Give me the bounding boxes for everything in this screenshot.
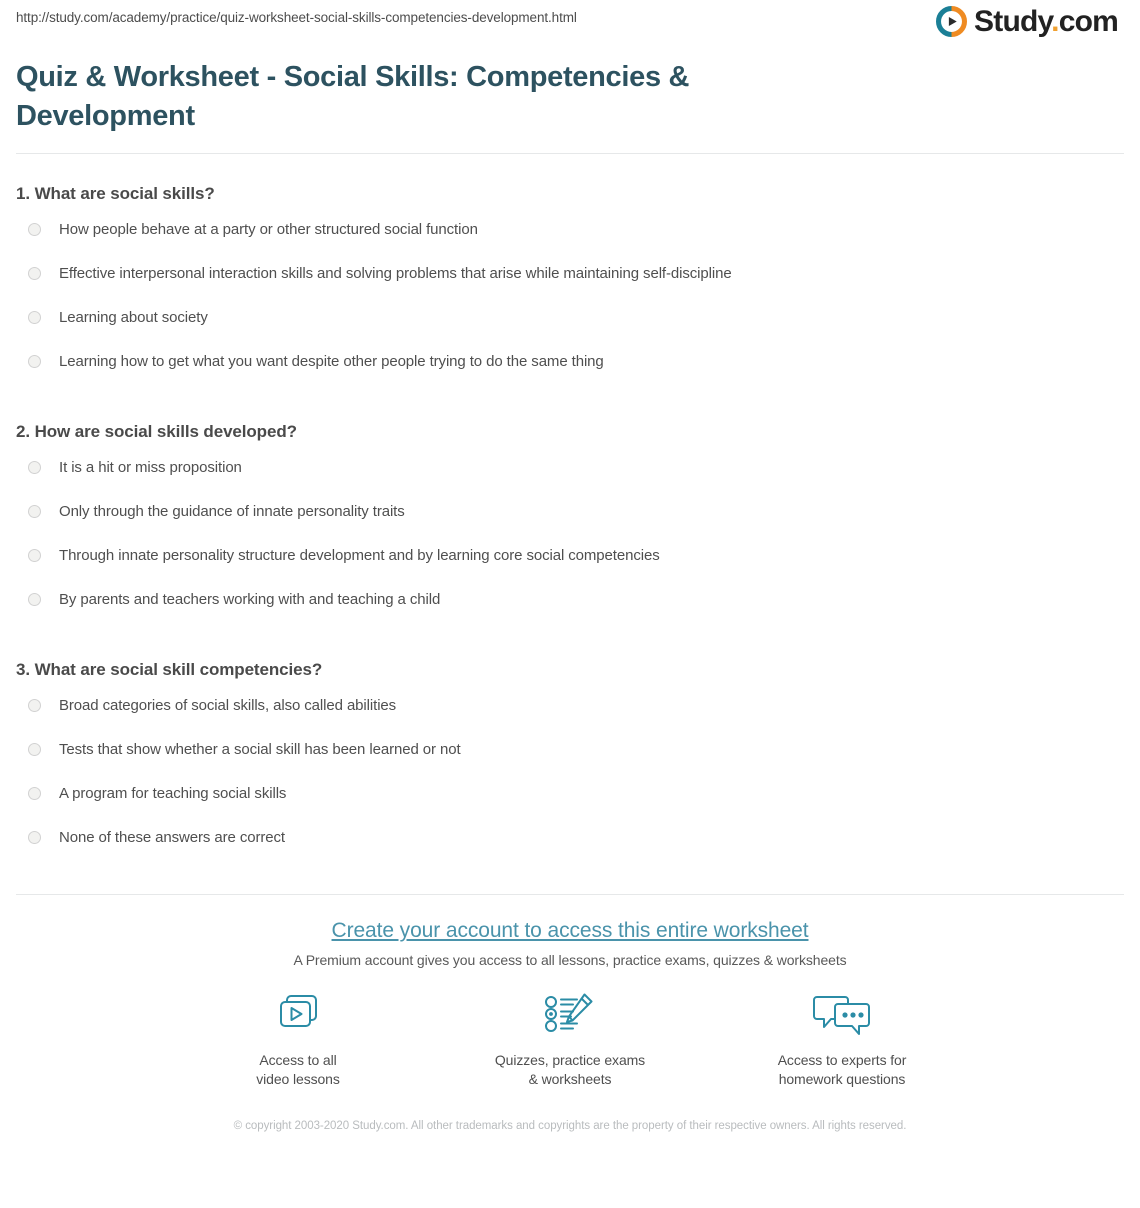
page-header bbox=[0, 0, 1140, 52]
answer-label: Only through the guidance of innate personality traits bbox=[59, 503, 405, 521]
answer-option[interactable] bbox=[16, 696, 1124, 740]
answer-label: How people behave at a party or other structured social function bbox=[59, 221, 478, 239]
feature-label-line2: homework questions bbox=[778, 1071, 906, 1088]
answer-label: By parents and teachers working with and teaching a child bbox=[59, 591, 441, 609]
feature-label-line1: Access to experts for bbox=[777, 1052, 907, 1069]
radio-button-icon[interactable] bbox=[28, 787, 41, 800]
answer-options bbox=[16, 220, 1124, 396]
answer-label: Learning how to get what you want despite other people trying to do the same thing bbox=[59, 353, 604, 371]
study-com-logo[interactable] bbox=[936, 6, 1118, 37]
answer-options bbox=[16, 696, 1124, 872]
radio-button-icon[interactable] bbox=[28, 267, 41, 280]
radio-button-icon[interactable] bbox=[28, 311, 41, 324]
feature-item bbox=[218, 988, 378, 1089]
chat-bubbles-icon bbox=[762, 988, 922, 1040]
answer-label: Through innate personality structure development and by learning core social competencies bbox=[59, 547, 660, 565]
radio-button-icon[interactable] bbox=[28, 549, 41, 562]
radio-button-icon[interactable] bbox=[28, 355, 41, 368]
brand-tld: com bbox=[1058, 4, 1118, 38]
feature-label bbox=[762, 1051, 922, 1089]
feature-item bbox=[762, 988, 922, 1089]
question-block bbox=[16, 660, 1124, 872]
questions-list bbox=[16, 154, 1124, 872]
answer-label: None of these answers are correct bbox=[59, 829, 285, 847]
brand-wordmark bbox=[974, 4, 1118, 38]
answer-option[interactable] bbox=[16, 502, 1124, 546]
answer-option[interactable] bbox=[16, 264, 1124, 308]
answer-option[interactable] bbox=[16, 220, 1124, 264]
feature-label-line1: Access to all bbox=[259, 1052, 337, 1069]
question-text: 1. What are social skills? bbox=[16, 184, 215, 204]
feature-label bbox=[490, 1051, 650, 1089]
answer-label: Tests that show whether a social skill has been learned or not bbox=[59, 741, 461, 759]
question-text: 2. How are social skills developed? bbox=[16, 422, 297, 442]
answer-label: A program for teaching social skills bbox=[59, 785, 287, 803]
radio-button-icon[interactable] bbox=[28, 505, 41, 518]
create-account-cta bbox=[0, 895, 1140, 1135]
answer-option[interactable] bbox=[16, 590, 1124, 634]
feature-item bbox=[490, 988, 650, 1089]
brand-dot: . bbox=[1051, 4, 1059, 38]
video-lessons-icon bbox=[218, 988, 378, 1040]
radio-button-icon[interactable] bbox=[28, 699, 41, 712]
answer-options bbox=[16, 458, 1124, 634]
answer-option[interactable] bbox=[16, 546, 1124, 590]
radio-button-icon[interactable] bbox=[28, 223, 41, 236]
question-block bbox=[16, 184, 1124, 396]
answer-option[interactable] bbox=[16, 352, 1124, 396]
feature-label-line2: video lessons bbox=[256, 1071, 340, 1088]
feature-label-line2: & worksheets bbox=[528, 1071, 612, 1088]
question-text: 3. What are social skill competencies? bbox=[16, 660, 323, 680]
feature-list bbox=[0, 988, 1140, 1089]
copyright-notice: © copyright 2003-2020 Study.com. All other trademarks and copyrights are the property of their respective owners. All rights reserved. bbox=[233, 1120, 907, 1133]
answer-option[interactable] bbox=[16, 784, 1124, 828]
cta-subtitle: A Premium account gives you access to all lessons, practice exams, quizzes & worksheets bbox=[293, 952, 847, 969]
page-title: Quiz & Worksheet - Social Skills: Competencies & Development bbox=[16, 61, 690, 132]
feature-label bbox=[218, 1051, 378, 1089]
answer-option[interactable] bbox=[16, 828, 1124, 872]
radio-button-icon[interactable] bbox=[28, 743, 41, 756]
feature-label-line1: Quizzes, practice exams bbox=[494, 1052, 646, 1069]
answer-label: Learning about society bbox=[59, 309, 208, 327]
answer-option[interactable] bbox=[16, 458, 1124, 502]
create-account-link[interactable]: Create your account to access this entire worksheet bbox=[331, 919, 809, 943]
radio-button-icon[interactable] bbox=[28, 831, 41, 844]
answer-option[interactable] bbox=[16, 740, 1124, 784]
brand-name: Study bbox=[974, 4, 1052, 38]
page-url: http://study.com/academy/practice/quiz-worksheet-social-skills-competencies-development.html bbox=[16, 10, 577, 25]
answer-label: Effective interpersonal interaction skills and solving problems that arise while maintaining self-discipline bbox=[59, 265, 732, 283]
play-circle-icon bbox=[936, 6, 967, 37]
answer-label: Broad categories of social skills, also called abilities bbox=[59, 697, 397, 715]
answer-option[interactable] bbox=[16, 308, 1124, 352]
radio-button-icon[interactable] bbox=[28, 461, 41, 474]
quiz-checklist-pencil-icon bbox=[490, 988, 650, 1040]
answer-label: It is a hit or miss proposition bbox=[59, 459, 242, 477]
radio-button-icon[interactable] bbox=[28, 593, 41, 606]
question-block bbox=[16, 422, 1124, 634]
